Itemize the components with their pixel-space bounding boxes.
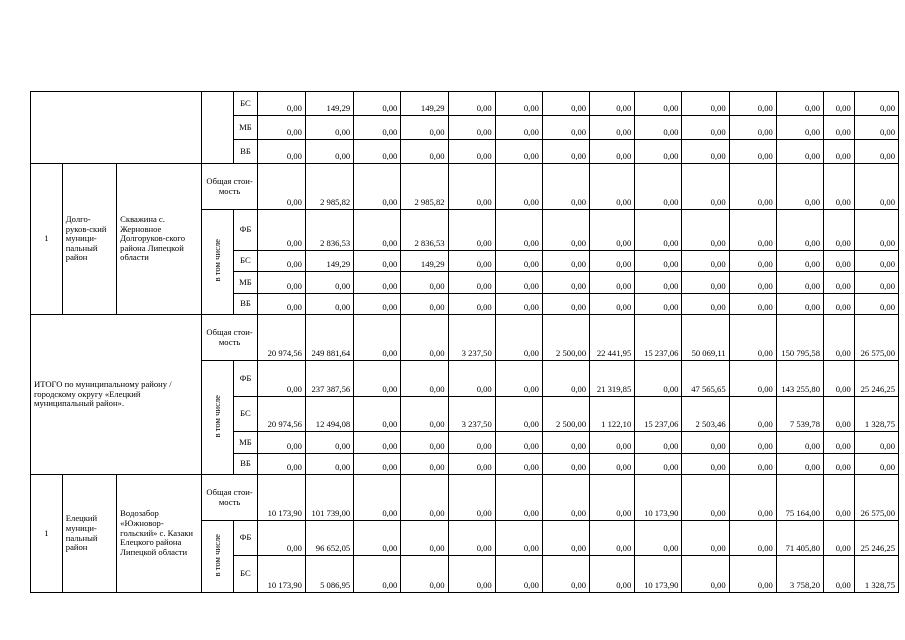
- value-cell: 0,00: [448, 556, 495, 593]
- value-cell: 0,00: [854, 432, 898, 454]
- incl-label-cell: [202, 361, 234, 475]
- value-cell: 0,00: [495, 140, 542, 164]
- value-cell: 0,00: [635, 294, 682, 315]
- value-cell: 0,00: [448, 164, 495, 210]
- value-cell: 0,00: [590, 475, 635, 521]
- value-cell: 0,00: [257, 272, 305, 294]
- value-cell: 0,00: [542, 272, 589, 294]
- value-cell: 10 173,90: [635, 475, 682, 521]
- fund-cell: ФБ: [234, 361, 258, 397]
- value-cell: 0,00: [401, 116, 448, 140]
- value-cell: 0,00: [682, 140, 729, 164]
- value-cell: 0,00: [854, 251, 898, 272]
- value-cell: 0,00: [354, 454, 401, 475]
- value-cell: 0,00: [729, 397, 776, 432]
- value-cell: 0,00: [729, 315, 776, 361]
- value-cell: 0,00: [257, 164, 305, 210]
- value-cell: 149,29: [401, 92, 448, 116]
- value-cell: 0,00: [854, 454, 898, 475]
- row-index: 1: [31, 164, 63, 315]
- fund-cell: МБ: [234, 272, 258, 294]
- value-cell: 0,00: [448, 361, 495, 397]
- value-cell: 15 237,06: [635, 315, 682, 361]
- object-name: Скважина с. Жерновное Долгоруков-ского района Липецкой области: [117, 164, 202, 315]
- value-cell: 149,29: [305, 251, 353, 272]
- value-cell: 0,00: [401, 521, 448, 556]
- value-cell: 25 246,25: [854, 361, 898, 397]
- value-cell: 0,00: [495, 454, 542, 475]
- value-cell: 0,00: [401, 475, 448, 521]
- fund-cell: ВБ: [234, 454, 258, 475]
- value-cell: 0,00: [729, 556, 776, 593]
- value-cell: 0,00: [448, 272, 495, 294]
- value-cell: 0,00: [542, 294, 589, 315]
- value-cell: 0,00: [776, 454, 823, 475]
- value-cell: 0,00: [495, 315, 542, 361]
- value-cell: 0,00: [542, 210, 589, 251]
- value-cell: 0,00: [682, 294, 729, 315]
- value-cell: 0,00: [854, 140, 898, 164]
- value-cell: 0,00: [448, 294, 495, 315]
- value-cell: 0,00: [542, 164, 589, 210]
- object-name: Водозабор «Южновор-гольский» с. Казаки Елецкого района Липецкой области: [117, 475, 202, 593]
- value-cell: 0,00: [824, 92, 855, 116]
- value-cell: 96 652,05: [305, 521, 353, 556]
- fund-cell: ВБ: [234, 294, 258, 315]
- total-cost-label: Общая стои-мость: [202, 315, 257, 361]
- value-cell: 0,00: [305, 432, 353, 454]
- value-cell: 21 319,85: [590, 361, 635, 397]
- value-cell: 0,00: [682, 454, 729, 475]
- value-cell: 0,00: [682, 116, 729, 140]
- value-cell: 0,00: [590, 294, 635, 315]
- value-cell: 0,00: [448, 454, 495, 475]
- continuation-incl-blank: [202, 92, 234, 164]
- value-cell: 0,00: [401, 361, 448, 397]
- value-cell: 0,00: [448, 116, 495, 140]
- value-cell: 0,00: [590, 140, 635, 164]
- value-cell: 0,00: [354, 140, 401, 164]
- value-cell: 0,00: [635, 454, 682, 475]
- value-cell: 0,00: [542, 521, 589, 556]
- value-cell: 0,00: [776, 140, 823, 164]
- value-cell: 0,00: [354, 251, 401, 272]
- value-cell: 0,00: [354, 272, 401, 294]
- value-cell: 0,00: [854, 210, 898, 251]
- value-cell: 0,00: [682, 475, 729, 521]
- value-cell: 0,00: [854, 92, 898, 116]
- value-cell: 0,00: [824, 454, 855, 475]
- value-cell: 0,00: [354, 116, 401, 140]
- value-cell: 0,00: [635, 432, 682, 454]
- incl-label-cell: [202, 521, 234, 593]
- value-cell: 0,00: [824, 521, 855, 556]
- value-cell: 0,00: [495, 210, 542, 251]
- value-cell: 0,00: [257, 454, 305, 475]
- table-row: [31, 164, 899, 210]
- fund-cell: БС: [234, 251, 258, 272]
- value-cell: 149,29: [401, 251, 448, 272]
- fund-cell: МБ: [234, 432, 258, 454]
- value-cell: 20 974,56: [257, 397, 305, 432]
- value-cell: 0,00: [729, 521, 776, 556]
- value-cell: 0,00: [824, 210, 855, 251]
- value-cell: 0,00: [495, 251, 542, 272]
- value-cell: 0,00: [401, 272, 448, 294]
- value-cell: 0,00: [401, 315, 448, 361]
- value-cell: 0,00: [824, 294, 855, 315]
- value-cell: 0,00: [495, 116, 542, 140]
- value-cell: 0,00: [495, 272, 542, 294]
- value-cell: 0,00: [776, 272, 823, 294]
- value-cell: 2 500,00: [542, 315, 589, 361]
- value-cell: 0,00: [590, 116, 635, 140]
- value-cell: 0,00: [824, 272, 855, 294]
- value-cell: 0,00: [590, 164, 635, 210]
- value-cell: 143 255,80: [776, 361, 823, 397]
- value-cell: 0,00: [542, 556, 589, 593]
- value-cell: 249 881,64: [305, 315, 353, 361]
- value-cell: 150 795,58: [776, 315, 823, 361]
- value-cell: 0,00: [401, 294, 448, 315]
- value-cell: 149,29: [305, 92, 353, 116]
- value-cell: 0,00: [257, 361, 305, 397]
- district-name: Елецкий муници-пальный район: [62, 475, 116, 593]
- value-cell: 2 836,53: [401, 210, 448, 251]
- value-cell: 10 173,90: [635, 556, 682, 593]
- value-cell: 0,00: [257, 116, 305, 140]
- value-cell: 0,00: [635, 116, 682, 140]
- total-cost-label: Общая стои-мость: [202, 164, 257, 210]
- value-cell: 0,00: [729, 361, 776, 397]
- value-cell: 0,00: [257, 140, 305, 164]
- value-cell: 0,00: [682, 272, 729, 294]
- value-cell: 0,00: [305, 454, 353, 475]
- continuation-blank: [31, 92, 202, 164]
- value-cell: 0,00: [635, 272, 682, 294]
- fund-cell: ФБ: [234, 210, 258, 251]
- value-cell: 0,00: [729, 210, 776, 251]
- value-cell: 0,00: [495, 92, 542, 116]
- value-cell: 15 237,06: [635, 397, 682, 432]
- value-cell: 0,00: [635, 361, 682, 397]
- value-cell: 0,00: [776, 164, 823, 210]
- value-cell: 237 387,56: [305, 361, 353, 397]
- value-cell: 26 575,00: [854, 315, 898, 361]
- value-cell: 0,00: [257, 521, 305, 556]
- total-cost-label: Общая стои-мость: [202, 475, 257, 521]
- value-cell: 0,00: [257, 92, 305, 116]
- value-cell: 0,00: [590, 92, 635, 116]
- value-cell: 0,00: [448, 140, 495, 164]
- value-cell: 0,00: [729, 454, 776, 475]
- value-cell: 0,00: [542, 454, 589, 475]
- value-cell: 0,00: [590, 432, 635, 454]
- incl-label-cell: [202, 210, 234, 315]
- value-cell: 0,00: [448, 251, 495, 272]
- value-cell: 0,00: [824, 475, 855, 521]
- value-cell: 0,00: [257, 251, 305, 272]
- value-cell: 0,00: [729, 92, 776, 116]
- value-cell: 0,00: [824, 361, 855, 397]
- fund-cell: МБ: [234, 116, 258, 140]
- value-cell: 0,00: [682, 92, 729, 116]
- value-cell: 0,00: [635, 140, 682, 164]
- value-cell: 0,00: [635, 251, 682, 272]
- value-cell: 0,00: [495, 361, 542, 397]
- value-cell: 0,00: [590, 556, 635, 593]
- value-cell: 1 328,75: [854, 397, 898, 432]
- row-index: 1: [31, 475, 63, 593]
- value-cell: 0,00: [635, 164, 682, 210]
- value-cell: 0,00: [354, 397, 401, 432]
- value-cell: 0,00: [542, 251, 589, 272]
- value-cell: 3 237,50: [448, 397, 495, 432]
- fund-cell: БС: [234, 92, 258, 116]
- value-cell: 0,00: [776, 294, 823, 315]
- value-cell: 0,00: [448, 475, 495, 521]
- value-cell: 0,00: [257, 294, 305, 315]
- value-cell: 0,00: [354, 432, 401, 454]
- value-cell: 0,00: [824, 164, 855, 210]
- value-cell: 0,00: [590, 210, 635, 251]
- value-cell: 0,00: [590, 521, 635, 556]
- value-cell: 0,00: [305, 272, 353, 294]
- value-cell: 0,00: [495, 397, 542, 432]
- value-cell: 1 122,10: [590, 397, 635, 432]
- table-row: [31, 315, 899, 361]
- value-cell: 0,00: [542, 116, 589, 140]
- value-cell: 0,00: [448, 92, 495, 116]
- value-cell: 5 086,95: [305, 556, 353, 593]
- value-cell: 0,00: [682, 556, 729, 593]
- value-cell: 0,00: [495, 432, 542, 454]
- value-cell: 0,00: [354, 210, 401, 251]
- value-cell: 0,00: [824, 315, 855, 361]
- value-cell: 0,00: [590, 454, 635, 475]
- value-cell: 0,00: [542, 140, 589, 164]
- total-label: ИТОГО по муниципальному району / городскому округу «Елецкий муниципальный район».: [31, 315, 202, 475]
- fund-cell: БС: [234, 556, 258, 593]
- value-cell: 0,00: [401, 454, 448, 475]
- value-cell: 0,00: [305, 140, 353, 164]
- value-cell: 0,00: [729, 140, 776, 164]
- value-cell: 0,00: [776, 92, 823, 116]
- value-cell: 10 173,90: [257, 475, 305, 521]
- fund-cell: БС: [234, 397, 258, 432]
- value-cell: 0,00: [854, 294, 898, 315]
- value-cell: 0,00: [448, 432, 495, 454]
- value-cell: 0,00: [495, 521, 542, 556]
- value-cell: 2 503,46: [682, 397, 729, 432]
- value-cell: 0,00: [542, 432, 589, 454]
- value-cell: 12 494,08: [305, 397, 353, 432]
- value-cell: 0,00: [682, 251, 729, 272]
- value-cell: 0,00: [590, 251, 635, 272]
- value-cell: 0,00: [824, 140, 855, 164]
- value-cell: 0,00: [305, 294, 353, 315]
- value-cell: 0,00: [354, 361, 401, 397]
- value-cell: 0,00: [854, 116, 898, 140]
- value-cell: 2 836,53: [305, 210, 353, 251]
- value-cell: 0,00: [354, 315, 401, 361]
- value-cell: 26 575,00: [854, 475, 898, 521]
- value-cell: 0,00: [448, 521, 495, 556]
- value-cell: 3 758,20: [776, 556, 823, 593]
- value-cell: 2 985,82: [401, 164, 448, 210]
- value-cell: 7 539,78: [776, 397, 823, 432]
- value-cell: 0,00: [354, 556, 401, 593]
- investment-table: [30, 91, 899, 593]
- value-cell: 0,00: [542, 475, 589, 521]
- value-cell: 0,00: [824, 397, 855, 432]
- incl-label: в том числе: [211, 394, 222, 438]
- fund-cell: ФБ: [234, 521, 258, 556]
- value-cell: 0,00: [448, 210, 495, 251]
- value-cell: 0,00: [729, 432, 776, 454]
- value-cell: 0,00: [729, 116, 776, 140]
- value-cell: 0,00: [495, 164, 542, 210]
- value-cell: 0,00: [257, 432, 305, 454]
- value-cell: 0,00: [635, 210, 682, 251]
- value-cell: 0,00: [776, 210, 823, 251]
- value-cell: 47 565,65: [682, 361, 729, 397]
- value-cell: 0,00: [305, 116, 353, 140]
- table-row: [31, 475, 899, 521]
- value-cell: 0,00: [682, 432, 729, 454]
- value-cell: 25 246,25: [854, 521, 898, 556]
- value-cell: 0,00: [354, 521, 401, 556]
- value-cell: 0,00: [635, 92, 682, 116]
- value-cell: 0,00: [854, 272, 898, 294]
- value-cell: 0,00: [354, 475, 401, 521]
- value-cell: 0,00: [729, 164, 776, 210]
- value-cell: 3 237,50: [448, 315, 495, 361]
- value-cell: 1 328,75: [854, 556, 898, 593]
- value-cell: 0,00: [776, 116, 823, 140]
- value-cell: 0,00: [542, 92, 589, 116]
- value-cell: 50 069,11: [682, 315, 729, 361]
- value-cell: 0,00: [401, 432, 448, 454]
- value-cell: 10 173,90: [257, 556, 305, 593]
- value-cell: 0,00: [635, 521, 682, 556]
- district-name: Долго-руков-ский муници-пальный район: [62, 164, 116, 315]
- value-cell: 0,00: [824, 432, 855, 454]
- value-cell: 71 405,80: [776, 521, 823, 556]
- value-cell: 0,00: [729, 251, 776, 272]
- value-cell: 2 500,00: [542, 397, 589, 432]
- value-cell: 0,00: [729, 294, 776, 315]
- value-cell: 0,00: [854, 164, 898, 210]
- value-cell: 0,00: [495, 475, 542, 521]
- value-cell: 22 441,95: [590, 315, 635, 361]
- value-cell: 0,00: [401, 140, 448, 164]
- value-cell: 0,00: [401, 397, 448, 432]
- value-cell: 0,00: [776, 251, 823, 272]
- value-cell: 0,00: [354, 92, 401, 116]
- fund-cell: ВБ: [234, 140, 258, 164]
- value-cell: 0,00: [682, 164, 729, 210]
- value-cell: 0,00: [354, 294, 401, 315]
- value-cell: 0,00: [729, 475, 776, 521]
- value-cell: 0,00: [257, 210, 305, 251]
- table-row: [31, 92, 899, 116]
- value-cell: 0,00: [542, 361, 589, 397]
- value-cell: 0,00: [354, 164, 401, 210]
- value-cell: 0,00: [590, 272, 635, 294]
- incl-label: в том числе: [211, 533, 222, 577]
- value-cell: 2 985,82: [305, 164, 353, 210]
- value-cell: 75 164,00: [776, 475, 823, 521]
- value-cell: 0,00: [824, 116, 855, 140]
- value-cell: 0,00: [729, 272, 776, 294]
- value-cell: 0,00: [401, 556, 448, 593]
- value-cell: 0,00: [495, 294, 542, 315]
- value-cell: 0,00: [495, 556, 542, 593]
- value-cell: 0,00: [682, 521, 729, 556]
- value-cell: 0,00: [824, 251, 855, 272]
- value-cell: 0,00: [682, 210, 729, 251]
- value-cell: 0,00: [776, 432, 823, 454]
- value-cell: 0,00: [824, 556, 855, 593]
- value-cell: 20 974,56: [257, 315, 305, 361]
- value-cell: 101 739,00: [305, 475, 353, 521]
- incl-label: в том числе: [211, 239, 222, 282]
